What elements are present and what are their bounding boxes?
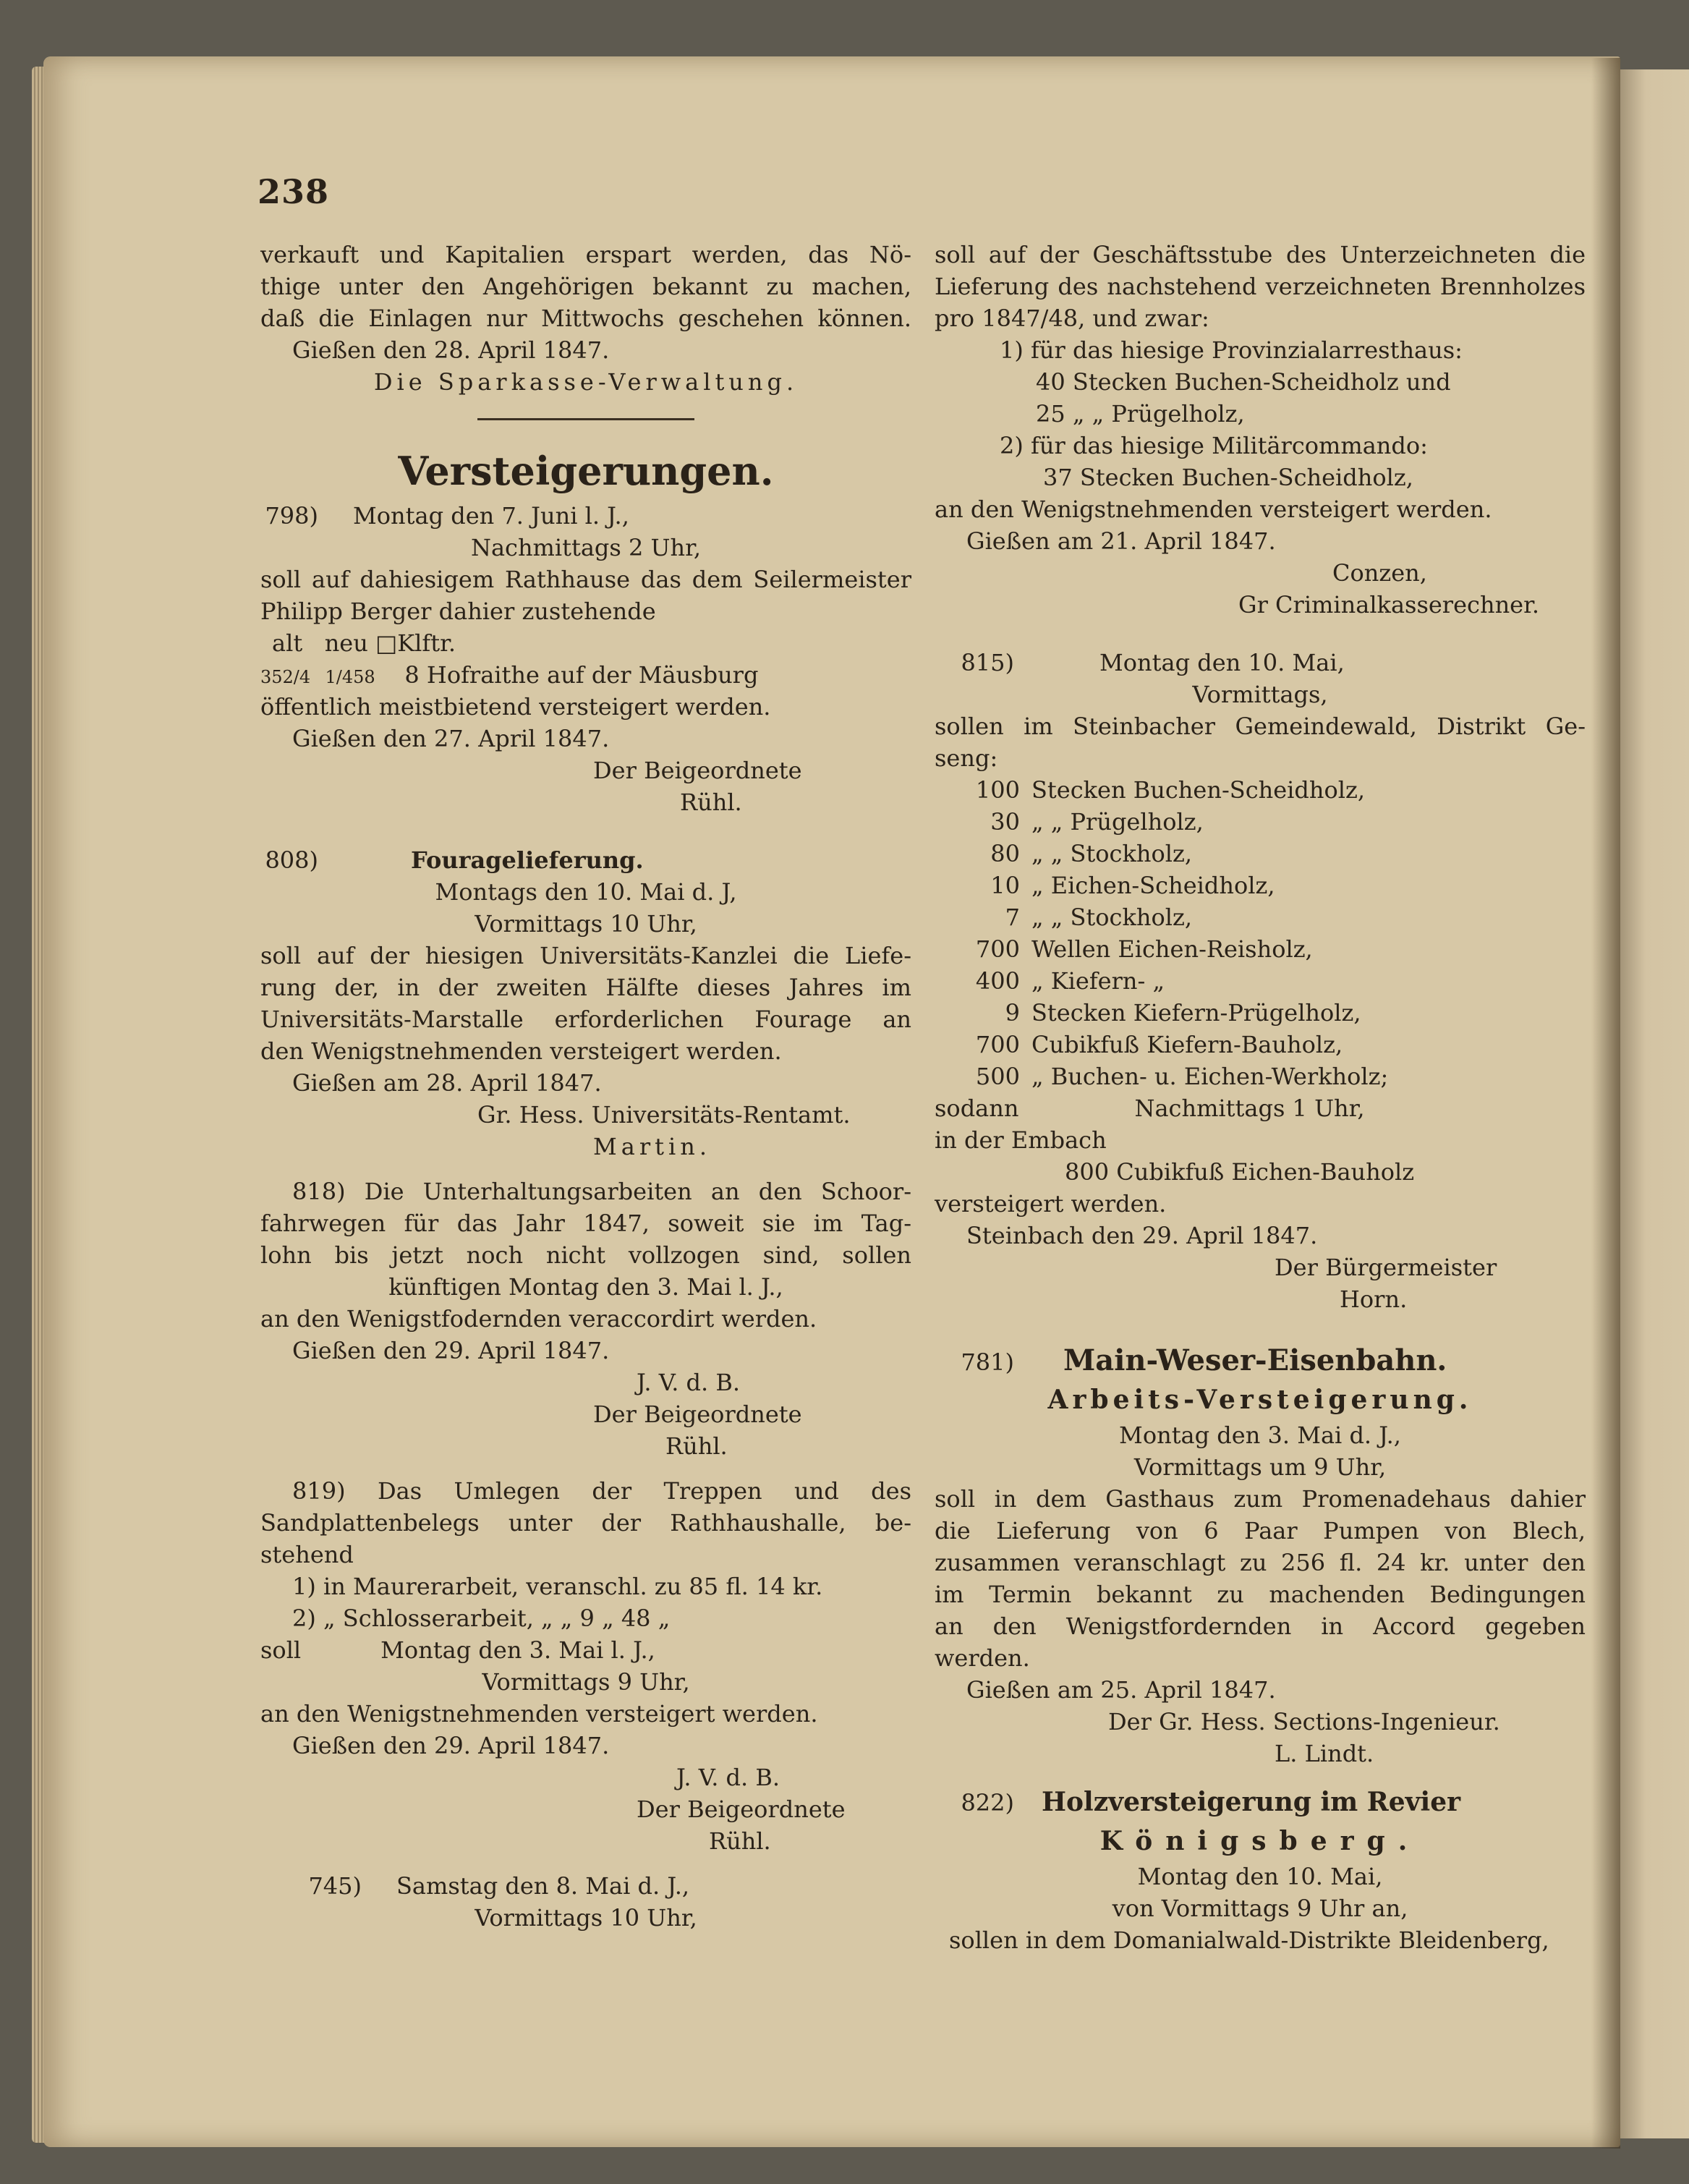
notice-line: an den Wenigstnehmenden versteigert werden.	[935, 496, 1492, 523]
notice-signature: Conzen,	[1332, 559, 1427, 587]
notice-signature: Der Beigeordnete	[593, 1401, 802, 1428]
notice-subtitle: Arbeits-Versteigerung.	[1047, 1385, 1473, 1415]
notice-line: künftigen Montag den 3. Mai l. J.,	[388, 1273, 783, 1301]
notice-line: lohn bis jetzt noch nicht vollzogen sind, sollen	[260, 1241, 911, 1269]
notice-line: an den Wenigstfodernden veraccordirt werden.	[260, 1305, 817, 1333]
notice-line: Vormittags 10 Uhr,	[475, 1904, 697, 1932]
wood-quantity: 500	[975, 1063, 1020, 1090]
notice-line: 818) Die Unterhaltungsarbeiten an den Schoor-	[292, 1178, 911, 1205]
wood-type: „ „ Stockholz,	[1031, 840, 1192, 867]
notice-line: 2) „ Schlosserarbeit, „ „ 9 „ 48 „	[292, 1605, 671, 1632]
notice-fraction: 352/4	[260, 667, 311, 687]
notice-date: Steinbach den 29. April 1847.	[966, 1222, 1318, 1249]
notice-number: 822)	[961, 1789, 1014, 1817]
notice-745	[260, 1870, 911, 1934]
notice-number: 798)	[265, 502, 318, 530]
wood-quantity: 7	[1005, 904, 1020, 931]
notice-line: versteigert werden.	[935, 1190, 1167, 1218]
notice-line: Vormittags um 9 Uhr,	[1133, 1453, 1387, 1481]
notice-line: Vormittags 9 Uhr,	[482, 1668, 690, 1696]
notice-signature: Gr. Hess. Universitäts-Rentamt.	[477, 1101, 851, 1129]
intro-line-1: verkauft und Kapitalien erspart werden, das Nö-	[260, 241, 911, 268]
notice-signature: L. Lindt.	[1275, 1740, 1374, 1767]
notice-line: soll in dem Gasthaus zum Promenadehaus dahier	[935, 1485, 1586, 1513]
wood-quantity: 9	[1005, 999, 1020, 1027]
wood-quantity: 10	[990, 872, 1020, 899]
notice-line: Montag den 10. Mai,	[1137, 1863, 1383, 1890]
notice-line: Vormittags,	[1192, 681, 1328, 708]
notice-line: neu	[324, 629, 368, 657]
notice-continued	[935, 239, 1586, 621]
notice-date: Gießen den 29. April 1847.	[292, 1732, 610, 1759]
notice-date: Gießen den 29. April 1847.	[292, 1337, 610, 1364]
notice-title: Main-Weser-Eisenbahn.	[1063, 1343, 1447, 1377]
page-number: 238	[258, 172, 330, 211]
notice-signature: Der Gr. Hess. Sections-Ingenieur.	[1108, 1708, 1500, 1735]
notice-place: Königsberg.	[1099, 1826, 1421, 1856]
notice-line: an den Wenigstfordernden in Accord gegeben	[935, 1612, 1586, 1640]
wood-quantity: 700	[975, 1031, 1020, 1058]
notice-line: soll auf der hiesigen Universitäts-Kanzlei die Liefe-	[260, 942, 911, 969]
wood-type: Stecken Buchen-Scheidholz,	[1031, 776, 1366, 804]
notice-line: werden.	[935, 1644, 1030, 1672]
notice-line: 1) in Maurerarbeit, veranschl. zu 85 fl. 14 kr.	[292, 1573, 823, 1600]
wood-type: „ „ Prügelholz,	[1031, 808, 1204, 836]
notice-line: an den Wenigstnehmenden versteigert werden.	[260, 1700, 818, 1728]
notice-title: Holzversteigerung im Revier	[1042, 1787, 1461, 1817]
notice-line: Montags den 10. Mai d. J,	[435, 878, 737, 906]
notice-number: 745)	[308, 1872, 362, 1900]
notice-line: Montag den 7. Juni l. J.,	[353, 502, 629, 530]
wood-type: Wellen Eichen-Reisholz,	[1031, 935, 1313, 963]
notice-line: □Klftr.	[375, 629, 456, 657]
notice-line: alt	[272, 629, 303, 657]
notice-line: 2) für das hiesige Militärcommando:	[1000, 432, 1428, 459]
notice-line: den Wenigstnehmenden versteigert werden.	[260, 1037, 782, 1065]
notice-line: 1) für das hiesige Provinzialarresthaus:	[1000, 336, 1463, 364]
wood-type: „ Buchen- u. Eichen-Werkholz;	[1031, 1063, 1389, 1090]
notice-line: von Vormittags 9 Uhr an,	[1112, 1895, 1408, 1922]
notice-822	[935, 1783, 1586, 1956]
notice-line: soll	[260, 1636, 302, 1664]
notice-line: Samstag den 8. Mai d. J.,	[396, 1872, 690, 1900]
notice-line: zusammen veranschlagt zu 256 fl. 24 kr. unter den	[935, 1549, 1586, 1576]
wood-quantity: 400	[975, 967, 1020, 995]
notice-date: Gießen am 25. April 1847.	[966, 1676, 1276, 1704]
wood-type: „ Kiefern- „	[1031, 967, 1165, 995]
intro-line-3: daß die Einlagen nur Mittwochs geschehen können.	[260, 305, 911, 332]
notice-signature: Rühl.	[680, 789, 742, 816]
notice-signature: J. V. d. B.	[676, 1764, 780, 1791]
notice-819	[260, 1475, 911, 1857]
notice-fraction: 1/458	[325, 667, 375, 687]
notice-number: 808)	[265, 846, 318, 874]
left-column	[260, 239, 911, 1934]
notice-line: Nachmittags 2 Uhr,	[470, 534, 702, 561]
notice-line: Montag den 10. Mai,	[1099, 649, 1345, 676]
notice-line: soll auf der Geschäftsstube des Unterzeichneten die	[935, 241, 1586, 268]
notice-line: sodann	[935, 1095, 1019, 1122]
facing-page-sliver	[1617, 69, 1689, 2138]
notice-line: Vormittags 10 Uhr,	[475, 910, 697, 938]
notice-line: sollen im Steinbacher Gemeindewald, Distrikt Ge-	[935, 713, 1586, 740]
notice-line: 8 Hofraithe auf der Mäusburg	[404, 661, 759, 689]
notice-line: Montag den 3. Mai l. J.,	[380, 1636, 655, 1664]
notice-815	[935, 647, 1586, 1315]
wood-type: Cubikfuß Kiefern-Bauholz,	[1031, 1031, 1343, 1058]
wood-type: Stecken Kiefern-Prügelholz,	[1031, 999, 1361, 1027]
notice-818	[260, 1176, 911, 1462]
notice-signature: Der Beigeordnete	[637, 1796, 846, 1823]
notice-line: Nachmittags 1 Uhr,	[1134, 1095, 1365, 1122]
intro-line-2: thige unter den Angehörigen bekannt zu machen,	[260, 273, 911, 300]
notice-line: Sandplattenbelegs unter der Rathhaushalle, be-	[260, 1509, 911, 1537]
notice-line: pro 1847/48, und zwar:	[935, 305, 1209, 332]
notice-signature: Horn.	[1340, 1286, 1408, 1313]
notice-line: 40 Stecken Buchen-Scheidholz und	[1036, 368, 1451, 396]
notice-number: 781)	[961, 1348, 1014, 1376]
notice-signature: J. V. d. B.	[637, 1369, 741, 1396]
notice-line: die Lieferung von 6 Paar Pumpen von Blech,	[935, 1517, 1586, 1544]
notice-line: Lieferung des nachstehend verzeichneten Brennholzes	[935, 273, 1586, 300]
wood-type: „ „ Stockholz,	[1031, 904, 1192, 931]
notice-line: 819) Das Umlegen der Treppen und des	[292, 1477, 911, 1505]
intro-date: Gießen den 28. April 1847.	[292, 336, 610, 364]
notice-date: Gießen am 28. April 1847.	[292, 1069, 602, 1097]
wood-quantity: 80	[990, 840, 1020, 867]
notice-line: im Termin bekannt zu machenden Bedingungen	[935, 1581, 1586, 1608]
notice-line: Philipp Berger dahier zustehende	[260, 598, 656, 625]
section-heading: Versteigerungen.	[398, 448, 774, 494]
wood-quantity: 700	[975, 935, 1020, 963]
notice-line: rung der, in der zweiten Hälfte dieses Jahres im	[260, 974, 911, 1001]
binding-shadow	[1591, 58, 1620, 2149]
notice-signature: Gr Criminalkasserechner.	[1238, 591, 1540, 619]
notice-line: 37 Stecken Buchen-Scheidholz,	[1043, 464, 1413, 491]
notice-date: Gießen den 27. April 1847.	[292, 725, 610, 752]
wood-quantity: 100	[975, 776, 1020, 804]
intro-signature: Die Sparkasse-Verwaltung.	[373, 368, 799, 396]
notice-808	[260, 844, 911, 1163]
notice-line: in der Embach	[935, 1126, 1107, 1154]
notice-line: Universitäts-Marstalle erforderlichen Fourage an	[260, 1006, 911, 1033]
notice-signature: Der Bürgermeister	[1275, 1254, 1497, 1281]
wood-type: „ Eichen-Scheidholz,	[1031, 872, 1275, 899]
notice-line: öffentlich meistbietend versteigert werden.	[260, 693, 771, 721]
notice-798	[260, 500, 911, 818]
wood-quantity: 30	[990, 808, 1020, 836]
notice-date: Gießen am 21. April 1847.	[966, 527, 1276, 555]
notice-line: Montag den 3. Mai d. J.,	[1119, 1422, 1401, 1449]
notice-line: fahrwegen für das Jahr 1847, soweit sie im Tag-	[260, 1210, 911, 1237]
notice-line: 800 Cubikfuß Eichen-Bauholz	[1065, 1158, 1415, 1186]
section-divider	[477, 418, 694, 420]
notice-signature: Rühl.	[709, 1827, 771, 1855]
notice-line: stehend	[260, 1541, 354, 1568]
notice-signature: Der Beigeordnete	[593, 757, 802, 784]
notice-line: sollen in dem Domanialwald-Distrikte Bleidenberg,	[949, 1926, 1549, 1954]
notice-line: 25 „ „ Prügelholz,	[1036, 400, 1245, 428]
right-column	[935, 239, 1586, 1956]
notice-title: Fouragelieferung.	[411, 846, 644, 874]
notice-signature: Martin.	[593, 1133, 712, 1160]
notice-line: soll auf dahiesigem Rathhause das dem Seilermeister	[260, 566, 911, 593]
notice-number: 815)	[961, 649, 1014, 676]
notice-line: seng:	[935, 744, 998, 772]
notice-signature: Rühl.	[665, 1432, 728, 1460]
notice-781	[935, 1341, 1586, 1769]
